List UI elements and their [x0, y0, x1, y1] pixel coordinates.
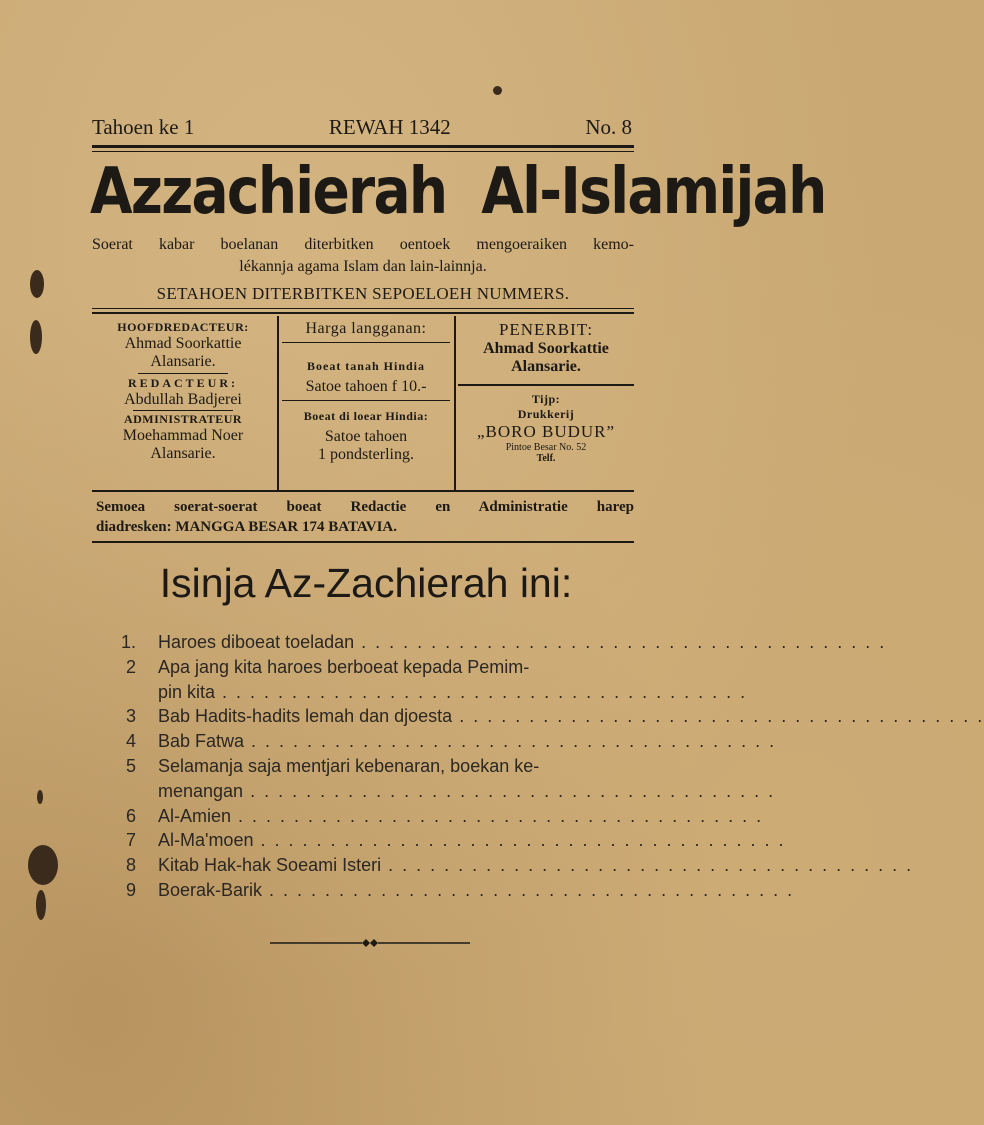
administrator-label: ADMINISTRATEUR: [123, 412, 243, 426]
list-item: 8 Kitab Hak-hak Soeami Isteri . . .: [118, 853, 618, 878]
abroad-label: Boeat di loear Hindia:: [303, 409, 429, 423]
chief-editor-label: HOOFDREDACTEUR:: [117, 320, 249, 334]
box-bottom-rule: [92, 490, 634, 492]
administrator-name: Moehammad Noer: [122, 427, 244, 444]
administrator-name-2: Alansarie.: [150, 445, 216, 462]
correspondence-address: [96, 497, 634, 537]
printer-address: Pintoe Besar No. 52: [505, 441, 587, 453]
list-item: pin kita . . .: [118, 680, 618, 705]
masthead-title: [90, 155, 826, 229]
list-item: 2 Apa jang kita haroes berboeat kepada Pemim-: [125, 656, 530, 677]
printer-name: „BORO BUDUR”: [476, 421, 616, 441]
local-price: Satoe tahoen f 10.-: [305, 378, 427, 395]
ink-stain: [36, 890, 46, 920]
ink-stain: [30, 320, 42, 354]
volume-label: Tahoen ke 1: [92, 115, 195, 139]
issue-info-line: [92, 115, 632, 140]
editor-name: Abdullah Badjerei: [124, 391, 242, 408]
address-line-1: Semoea soerat-soerat boeat Redactie en Administratie harep: [96, 499, 634, 515]
list-item: 3 Bab Hadits-hadits lemah dan djoesta . . .: [118, 704, 618, 729]
printer-label-2: Drukkerij: [517, 406, 575, 421]
subscription-column: [280, 320, 452, 464]
contents-title: Isinja Az-Zachierah ini:: [159, 560, 573, 606]
list-item: 1. Haroes diboeat toeladan . . .: [118, 630, 618, 655]
ink-speck: [493, 86, 502, 95]
list-item: 5 Selamanja saja mentjari kebenaran, boekan ke-: [125, 755, 540, 776]
address-line-2: diadresken: MANGGA BESAR 174 BATAVIA.: [96, 519, 398, 535]
subscription-heading: Harga langganan:: [305, 320, 427, 337]
list-item: menangan . . .: [118, 779, 618, 804]
ink-stain: [28, 845, 58, 885]
abroad-price-1: Satoe tahoen: [324, 428, 408, 445]
publication-frequency: SETAHOEN DITERBITKEN SEPOELOEH NUMMERS.: [156, 284, 570, 303]
list-item: 7 Al-Ma'moen . . .: [118, 828, 618, 853]
list-item: 4 Bab Fatwa . . .: [118, 729, 618, 754]
publisher-heading: PENERBIT:: [498, 320, 594, 339]
publisher-name: Ahmad Soorkattie: [483, 340, 609, 357]
abroad-price-2: 1 pondsterling.: [318, 446, 414, 463]
date-label: REWAH 1342: [328, 115, 451, 139]
subtitle-line-1: Soerat kabar boelanan diterbitken oentoek mengoeraiken kemo-: [92, 236, 634, 253]
subtitle-line-2: lékannja agama Islam dan lain-lainnja.: [239, 258, 487, 275]
publisher-column: [458, 320, 634, 464]
list-item: 6 Al-Amien . . .: [118, 804, 618, 829]
top-rule-thin: [92, 151, 634, 152]
top-rule-thick: [92, 145, 634, 148]
printer-label: Tijp:: [531, 391, 561, 406]
publisher-name-2: Alansarie.: [511, 358, 581, 375]
address-rule: [92, 541, 634, 543]
column-divider-left: [277, 316, 279, 490]
masthead-word-2: Al-Islamijah: [481, 155, 826, 229]
editor-label: REDACTEUR:: [127, 376, 238, 390]
ornament-divider-icon: [270, 936, 470, 950]
table-of-contents: [118, 630, 618, 903]
chief-editor-name-2: Alansarie.: [150, 353, 216, 370]
chief-editor-name: Ahmad Soorkattie: [124, 335, 242, 352]
frequency-rule-thin: [92, 308, 634, 309]
printer-phone: Telf.: [536, 452, 556, 464]
ink-stain: [30, 270, 44, 298]
list-item: 9 Boerak-Barik . . .: [118, 878, 618, 903]
masthead-word-1: Azzachierah: [90, 155, 447, 229]
subtitle: [92, 234, 634, 278]
frequency-rule-thick: [92, 312, 634, 314]
column-divider-right: [454, 316, 456, 490]
issue-number: No. 8: [585, 115, 632, 139]
editorial-column: [92, 320, 274, 463]
local-label: Boeat tanah Hindia: [306, 359, 426, 373]
ink-stain: [37, 790, 43, 804]
